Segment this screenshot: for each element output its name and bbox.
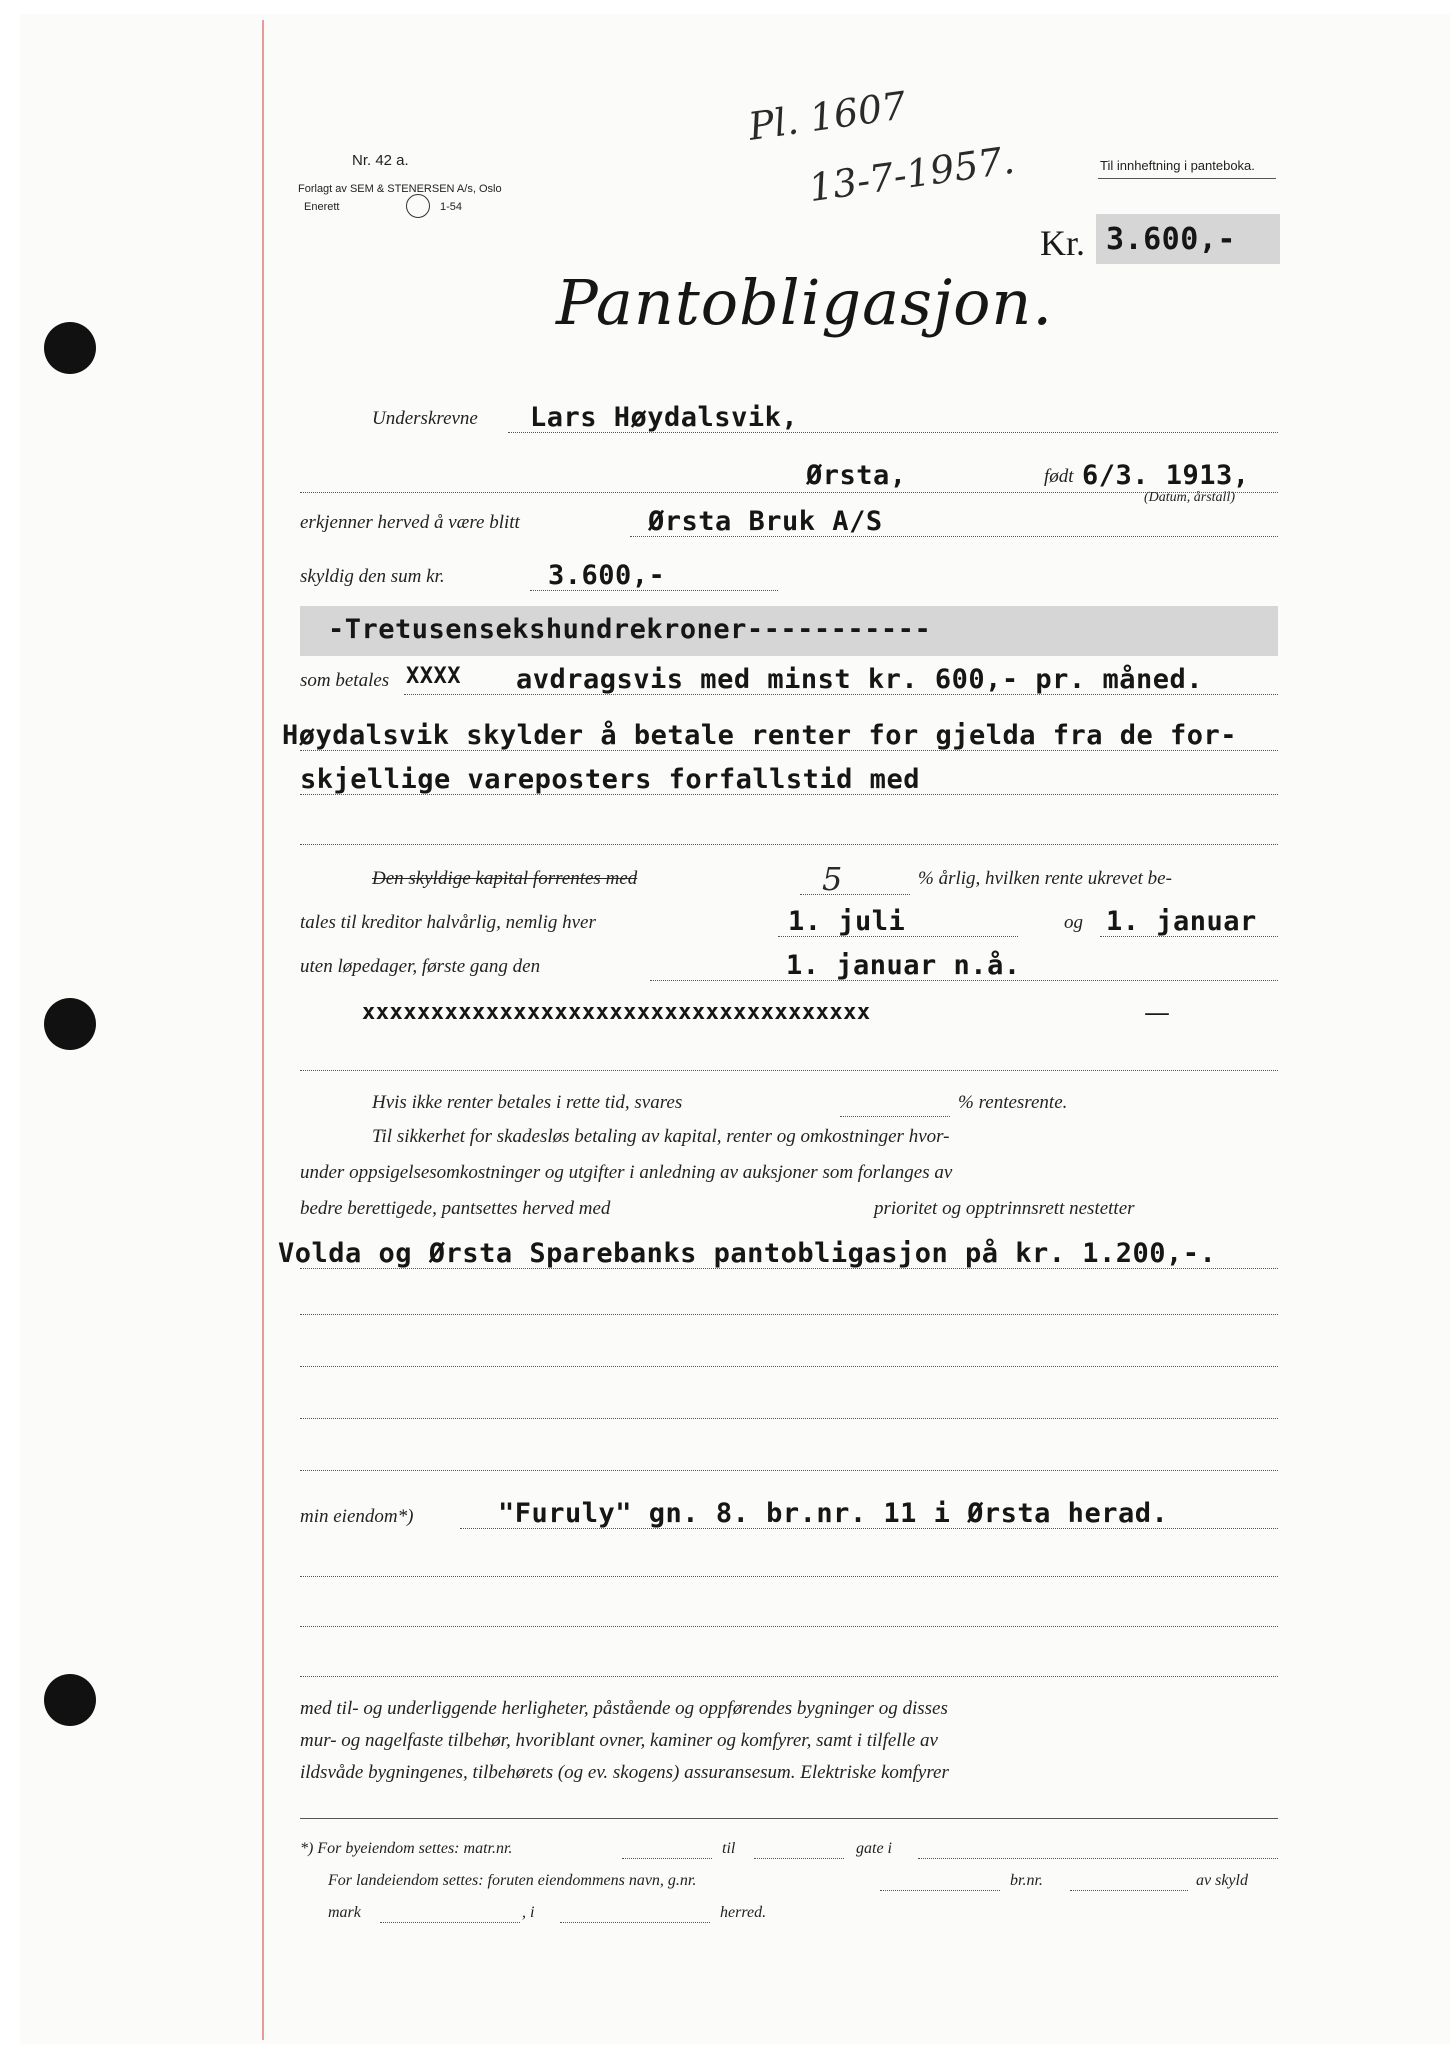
- handwritten-ref: Pl. 1607: [745, 83, 909, 149]
- fill-line: [300, 1268, 1278, 1269]
- fill-line: [840, 1116, 950, 1117]
- prior-lien: Volda og Ørsta Sparebanks pantobligasjon på kr. 1.200,-.: [278, 1238, 1217, 1269]
- edition: 1-54: [440, 201, 463, 213]
- late-interest-suffix: % rentesrente.: [958, 1092, 1068, 1113]
- pay-crossed: XXXX: [406, 664, 461, 689]
- fill-line: [300, 492, 1278, 493]
- interest-rate: 5: [822, 860, 843, 898]
- fill-line: [300, 1626, 1278, 1627]
- fill-line: [754, 1858, 844, 1859]
- security-p1: Til sikkerhet for skadesløs betaling av kapital, renter og omkostninger hvor-: [372, 1126, 950, 1147]
- fill-line: [300, 1470, 1278, 1471]
- undersigned-label: Underskrevne: [372, 408, 478, 429]
- fill-line: [560, 1922, 710, 1923]
- property-value: "Furuly" gn. 8. br.nr. 11 i Ørsta herad.: [498, 1498, 1169, 1529]
- creditor-value: Ørsta Bruk A/S: [648, 506, 883, 537]
- property-label: min eiendom*): [300, 1506, 414, 1527]
- fill-line: [508, 432, 1278, 433]
- fill-line: [300, 844, 1278, 845]
- pay-label: som betales: [300, 670, 390, 691]
- footnote-2b: br.nr.: [1010, 1872, 1043, 1889]
- fill-line: [1100, 936, 1278, 937]
- publisher-seal-icon: [406, 194, 430, 218]
- fill-line: [1070, 1890, 1188, 1891]
- header-underline: [1098, 178, 1276, 179]
- fill-line: [300, 1070, 1278, 1071]
- security-p3: bedre berettigede, pantsettes herved med: [300, 1198, 611, 1219]
- header-note: Til innheftning i panteboka.: [1100, 158, 1255, 173]
- fill-line: [778, 936, 1018, 937]
- fill-line: [918, 1858, 1278, 1859]
- born-value: 6/3. 1913,: [1082, 460, 1250, 491]
- security-p3b: prioritet og opptrinnsrett nestetter: [874, 1198, 1135, 1219]
- crossed-out-text: xxxxxxxxxxxxxxxxxxxxxxxxxxxxxxxxxxxxx: [362, 1000, 871, 1025]
- fill-line: [530, 590, 778, 591]
- appurtenance-line-1: med til- og underliggende herligheter, påstående og oppførendes bygninger og disses: [300, 1698, 948, 1719]
- footnote-2a: For landeiendom settes: foruten eiendommens navn, g.nr.: [328, 1872, 697, 1889]
- fill-line: [630, 536, 1278, 537]
- publisher: Forlagt av SEM & STENERSEN A/s, Oslo: [298, 183, 502, 195]
- footnote-3b: , i: [522, 1904, 535, 1921]
- born-label: født: [1044, 466, 1074, 487]
- interest-and: og: [1064, 912, 1083, 933]
- form-number: Nr. 42 a.: [352, 152, 409, 169]
- interest-first-date: 1. januar n.å.: [786, 950, 1021, 981]
- fill-line: [460, 1528, 1278, 1529]
- amount-value: 3.600,-: [1106, 222, 1236, 257]
- footnote-3a: mark: [328, 1904, 361, 1921]
- fill-line: [300, 1418, 1278, 1419]
- fill-line: [300, 1366, 1278, 1367]
- enerett-label: Enerett: [304, 201, 340, 213]
- punch-hole: [44, 1674, 96, 1726]
- creditor-label: erkjenner herved å være blitt: [300, 512, 520, 533]
- handwritten-date: 13-7-1957.: [805, 137, 1018, 211]
- interest-dash: —: [1144, 998, 1170, 1028]
- fill-line: [404, 694, 1278, 695]
- page-title: Pantobligasjon.: [556, 266, 1054, 339]
- born-hint: (Datum, årstall): [1144, 490, 1235, 505]
- footnote-1b: til: [722, 1840, 736, 1857]
- interest-date-1: 1. juli: [788, 906, 906, 937]
- interest-date-2: 1. januar: [1106, 906, 1257, 937]
- fill-line: [880, 1890, 1000, 1891]
- interest-crossed-label: Den skyldige kapital forrentes med: [372, 868, 638, 889]
- appurtenance-line-3: ildsvåde bygningenes, tilbehørets (og ev. skogens) assuransesum. Elektriske komfyrer: [300, 1762, 949, 1783]
- punch-hole: [44, 998, 96, 1050]
- interest-line2-label: tales til kreditor halvårlig, nemlig hver: [300, 912, 596, 933]
- fill-line: [300, 1576, 1278, 1577]
- fill-line: [380, 1922, 520, 1923]
- fill-line: [622, 1858, 712, 1859]
- interest-line3-label: uten løpedager, første gang den: [300, 956, 541, 977]
- appurtenance-line-2: mur- og nagelfaste tilbehør, hvoriblant ovner, kaminer og komfyrer, samt i tilfelle av: [300, 1730, 938, 1751]
- security-p2: under oppsigelsesomkostninger og utgifter i anledning av auksjoner som forlanges av: [300, 1162, 953, 1183]
- late-interest-text: Hvis ikke renter betales i rette tid, svares: [372, 1092, 683, 1113]
- margin-line: [262, 20, 264, 2040]
- fill-line: [300, 1314, 1278, 1315]
- fill-line: [300, 1676, 1278, 1677]
- interest-rate-suffix: % årlig, hvilken rente ukrevet be-: [918, 868, 1172, 889]
- fill-line: [650, 980, 1278, 981]
- amount-in-words: -Tretusensekshundrekroner-----------: [328, 614, 932, 645]
- footnote-3c: herred.: [720, 1904, 767, 1921]
- amount-prefix: Kr.: [1040, 223, 1085, 263]
- undersigned-value: Lars Høydalsvik,: [530, 402, 799, 433]
- sum-value: 3.600,-: [548, 560, 666, 591]
- punch-hole: [44, 322, 96, 374]
- sum-label: skyldig den sum kr.: [300, 566, 445, 587]
- pay-terms-line-3: skjellige vareposters forfallstid med: [300, 764, 920, 795]
- footnote-1a: *) For byeiendom settes: matr.nr.: [300, 1840, 513, 1857]
- place-value: Ørsta,: [806, 460, 907, 491]
- fill-line: [800, 894, 910, 895]
- fill-line: [300, 1818, 1278, 1819]
- pay-terms-line-1: avdragsvis med minst kr. 600,- pr. måned.: [516, 664, 1203, 695]
- footnote-2c: av skyld: [1196, 1872, 1248, 1889]
- pay-terms-line-2: Høydalsvik skylder å betale renter for gjelda fra de for-: [282, 720, 1238, 751]
- footnote-1c: gate i: [856, 1840, 892, 1857]
- fill-line: [300, 794, 1278, 795]
- fill-line: [300, 750, 1278, 751]
